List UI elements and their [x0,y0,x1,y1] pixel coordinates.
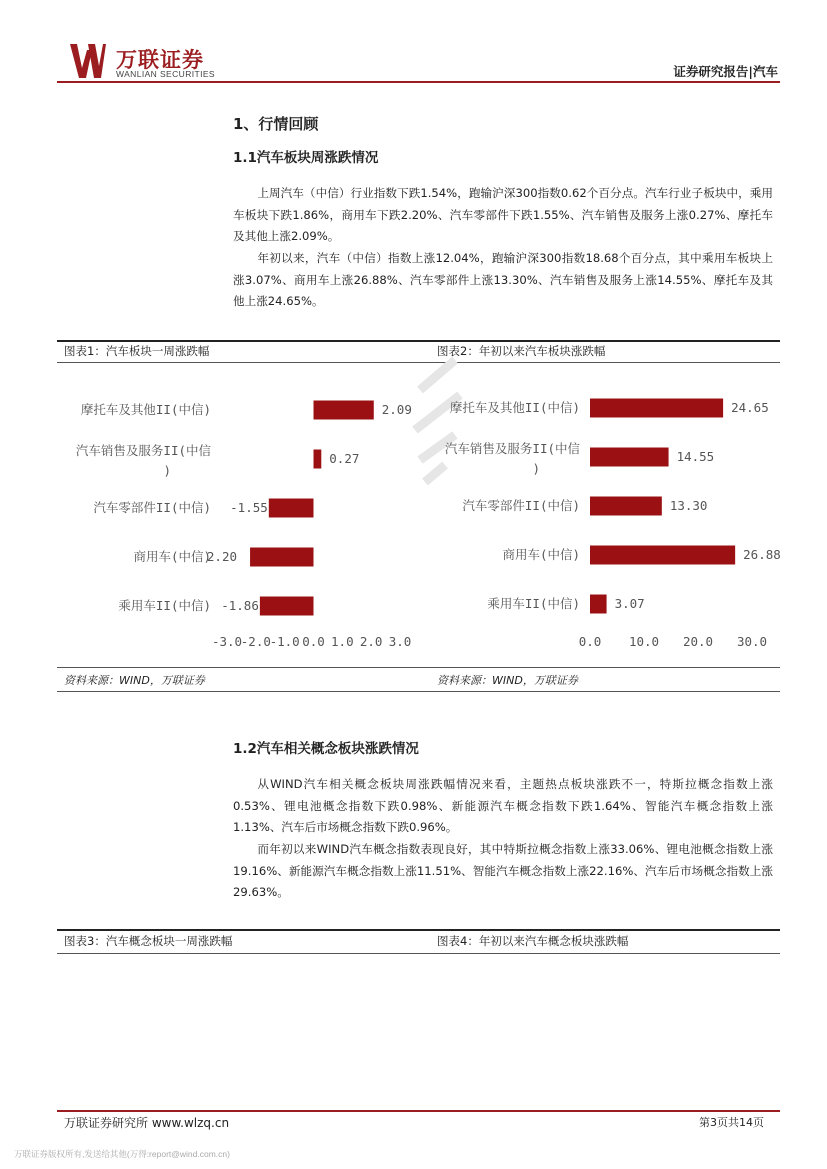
figure1-source: 资料来源：WIND，万联证券 [64,674,205,687]
category-label-1: 汽车销售及服务II(中信) [75,443,211,478]
figure3-title: 图表3：汽车概念板块一周涨跌幅 [64,934,233,948]
bar-1 [314,450,322,469]
figure-source-rule [57,667,780,668]
chart-weekly-sector-change [57,368,427,658]
x-tick-1: -2.0 [240,634,271,649]
x-tick-3: 0.0 [302,634,325,649]
bar-2 [590,497,662,516]
figure34-top-rule [57,929,780,931]
bar-4 [260,597,314,616]
x-tick-6: 3.0 [388,634,412,649]
subsection-title-2: 1.2汽车相关概念板块涨跌情况 [233,741,419,757]
bar-1 [590,448,669,467]
x-tick-1: 10.0 [628,634,660,649]
paragraph-weekly: 上周汽车（中信）行业指数下跌1.54%，跑输沪深300指数0.62个百分点。汽车行业子板块中，乘用车板块下跌1.86%，商用车下跌2.20%、汽车零部件下跌1.55%、汽车销售及服务上涨0.27%、摩托车及其他上涨2.09%。 [233,186,773,243]
figure2-title: 图表2：年初以来汽车板块涨跌幅 [437,344,606,358]
value-label-2: -1.55 [230,500,268,515]
category-label-1: 汽车销售及服务II(中信) [444,441,580,476]
paragraph-concept-ytd: 而年初以来WIND汽车概念指数表现良好，其中特斯拉概念指数上涨33.06%、锂电池概念指数上涨19.16%、新能源汽车概念指数上涨11.51%、智能汽车概念指数上涨22.16%、汽车后市场概念指数上涨29.63%。 [233,842,773,899]
category-label-4: 乘用车II(中信) [118,598,211,613]
value-label-3: 2.20 [206,549,237,564]
figure-bottom-rule [57,691,780,692]
value-label-0: 24.65 [731,400,769,415]
x-tick-4: 1.0 [331,634,354,649]
paragraph-ytd: 年初以来，汽车（中信）指数上涨12.04%，跑输沪深300指数18.68个百分点，其中乘用车板块上涨3.07%、商用车上涨26.88%、汽车零部件上涨13.30%、汽车销售及服务上涨14.55%、摩托车及其他上涨24.65%。 [233,251,773,308]
value-label-2: 13.30 [669,498,708,513]
value-label-1: 14.55 [676,449,715,464]
category-label-0: 摩托车及其他II(中信) [449,400,580,415]
value-label-3: 26.88 [743,547,781,562]
value-label-4: -1.86 [221,598,259,613]
x-tick-2: 20.0 [682,634,714,649]
section-title: 1、行情回顾 [233,115,319,133]
footer-institute: 万联证券研究所 www.wlzq.cn [64,1116,230,1130]
subsection-title-1: 1.1汽车板块周涨跌情况 [233,150,379,166]
x-tick-2: -1.0 [269,634,300,649]
figure2-source: 资料来源：WIND，万联证券 [437,674,578,687]
paragraph-concept-weekly: 从WIND汽车相关概念板块周涨跌幅情况来看，主题热点板块涨跌不一，特斯拉概念指数上涨0.53%、锂电池概念指数下跌0.98%、新能源汽车概念指数下跌1.64%、智能汽车概念指数上涨1.13%、汽车后市场概念指数下跌0.96%。 [233,777,773,834]
figure1-title: 图表1：汽车板块一周涨跌幅 [64,344,210,358]
category-label-2: 汽车零部件II(中信) [93,500,211,515]
bar-0 [590,399,723,418]
figure34-title-rule [57,953,780,954]
value-label-0: 2.09 [381,402,412,417]
header-divider [57,81,780,83]
logo-subtext: WANLIAN SECURITIES [116,69,215,79]
value-label-1: 0.27 [329,451,360,466]
category-label-0: 摩托车及其他II(中信) [80,402,211,417]
figure-top-rule [57,340,780,342]
x-tick-3: 30.0 [736,634,768,649]
x-tick-0: -3.0 [211,634,243,649]
figure4-title: 图表4：年初以来汽车概念板块涨跌幅 [437,934,629,948]
footer-divider [57,1110,780,1112]
page-number: 第3页共14页 [699,1116,764,1129]
category-label-3: 商用车(中信) [502,547,580,562]
x-tick-0: 0.0 [578,634,602,649]
bar-3 [250,548,313,567]
bar-2 [269,499,314,518]
copyright-note: 万联证券版权所有,发送给其他(万得:report@wind.com.cn) [14,1149,230,1159]
bar-4 [590,595,607,614]
x-tick-5: 2.0 [359,634,383,649]
bar-0 [314,401,374,420]
report-type-label: 证券研究报告|汽车 [673,64,778,79]
chart-ytd-sector-change [430,368,790,658]
value-label-4: 3.07 [614,596,645,611]
category-label-4: 乘用车II(中信) [487,596,580,611]
wanlian-logo-mark [70,44,106,78]
category-label-3: 商用车(中信) [133,549,211,564]
category-label-2: 汽车零部件II(中信) [462,498,580,513]
logo-text: 万联证券 [116,48,204,72]
bar-3 [590,546,735,565]
